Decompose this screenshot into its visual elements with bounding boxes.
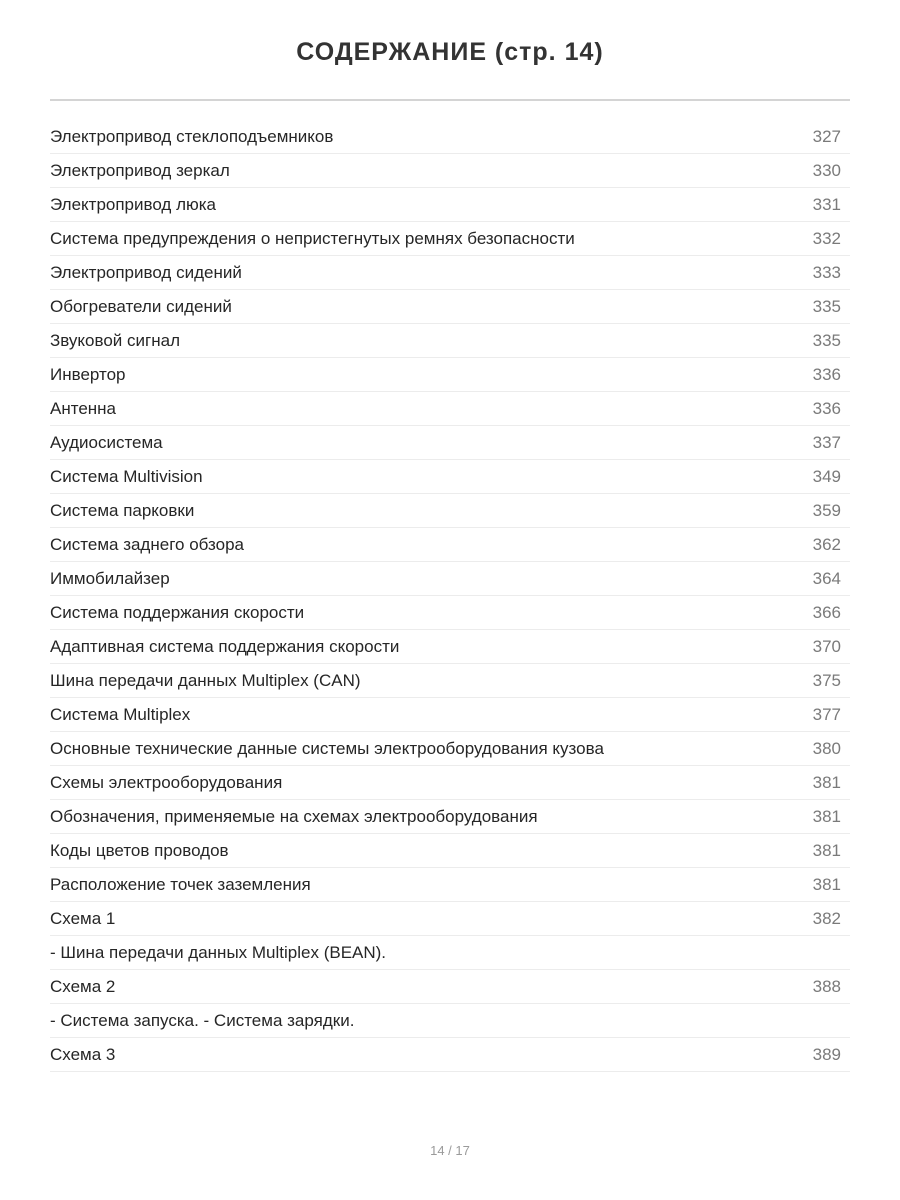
toc-entry-label: Шина передачи данных Multiplex (CAN) xyxy=(50,671,361,690)
toc-entry-page: 335 xyxy=(812,331,841,350)
toc-row[interactable] xyxy=(50,154,850,188)
toc-entry-page: 333 xyxy=(812,263,841,282)
toc-entry-page: 364 xyxy=(812,569,841,588)
toc-row[interactable] xyxy=(50,834,850,868)
toc-entry-page: 380 xyxy=(812,739,841,758)
toc-entry-page: 381 xyxy=(812,773,841,792)
toc-entry-label: Аудиосистема xyxy=(50,433,163,452)
toc-row xyxy=(50,1004,850,1038)
toc-entry-page: 388 xyxy=(812,977,841,996)
toc-row[interactable] xyxy=(50,256,850,290)
toc-entry-label: Схема 2 xyxy=(50,977,116,996)
toc-entry-page: 366 xyxy=(812,603,841,622)
toc-row[interactable] xyxy=(50,290,850,324)
toc-entry-label: Схема 1 xyxy=(50,909,116,928)
toc-row[interactable] xyxy=(50,902,850,936)
toc-entry-page: 382 xyxy=(812,909,841,928)
toc-entry-label: Иммобилайзер xyxy=(50,569,170,588)
toc-entry-label: Система Multivision xyxy=(50,467,203,486)
toc-entry-page: 370 xyxy=(812,637,841,656)
toc-entry-label: Инвертор xyxy=(50,365,126,384)
page-number: 14 / 17 xyxy=(430,1143,470,1158)
toc-entry-label: Система парковки xyxy=(50,501,195,520)
toc-row[interactable] xyxy=(50,324,850,358)
toc-entry-label: Система поддержания скорости xyxy=(50,603,305,622)
toc-row[interactable] xyxy=(50,222,850,256)
toc-row xyxy=(50,936,850,970)
toc-entry-page: 362 xyxy=(812,535,841,554)
toc-row[interactable] xyxy=(50,188,850,222)
toc-row[interactable] xyxy=(50,460,850,494)
toc-entry-label: Система заднего обзора xyxy=(50,535,244,554)
toc-entry-page: 359 xyxy=(812,501,841,520)
toc-entry-page: 375 xyxy=(812,671,841,690)
toc-entry-page: 389 xyxy=(812,1045,841,1064)
toc-entry-label: Звуковой сигнал xyxy=(50,331,180,350)
toc-row[interactable] xyxy=(50,528,850,562)
toc-row[interactable] xyxy=(50,494,850,528)
toc-entry-label: Система Multiplex xyxy=(50,705,191,724)
toc-row[interactable] xyxy=(50,1038,850,1072)
toc-entry-label: Антенна xyxy=(50,399,117,418)
toc-row[interactable] xyxy=(50,358,850,392)
toc-entry-page: 381 xyxy=(812,807,841,826)
toc-entry-label: - Шина передачи данных Multiplex (BEAN). xyxy=(50,943,387,962)
toc-entry-label: Обогреватели сидений xyxy=(50,297,232,316)
toc-entry-label: Коды цветов проводов xyxy=(50,841,229,860)
toc-entry-page: 381 xyxy=(812,875,841,894)
toc-row[interactable] xyxy=(50,630,850,664)
toc-entry-label: Схема 3 xyxy=(50,1045,116,1064)
toc-row[interactable] xyxy=(50,732,850,766)
toc-entry-label: Расположение точек заземления xyxy=(50,875,311,894)
toc-entry-page: 349 xyxy=(812,467,841,486)
toc-entry-page: 332 xyxy=(812,229,841,248)
toc-entry-page: 331 xyxy=(812,195,841,214)
toc-entry-label: Система предупреждения о непристегнутых ремнях безопасности xyxy=(50,229,575,248)
toc-entry-label: Схемы электрооборудования xyxy=(50,773,283,792)
toc-row[interactable] xyxy=(50,392,850,426)
toc-row[interactable] xyxy=(50,426,850,460)
toc-row[interactable] xyxy=(50,868,850,902)
toc-entry-label: - Система запуска. - Система зарядки. xyxy=(50,1011,355,1030)
toc-entry-label: Электропривод люка xyxy=(50,195,217,214)
toc-entry-label: Адаптивная система поддержания скорости xyxy=(50,637,400,656)
toc-entry-label: Основные технические данные системы электрооборудования кузова xyxy=(50,739,604,758)
title-divider xyxy=(50,99,850,101)
page-title: СОДЕРЖАНИЕ (стр. 14) xyxy=(296,38,604,66)
toc-entry-page: 327 xyxy=(812,127,841,146)
toc-entry-label: Электропривод сидений xyxy=(50,263,242,282)
toc-entry-page: 336 xyxy=(812,365,841,384)
toc-row[interactable] xyxy=(50,562,850,596)
toc-row[interactable] xyxy=(50,596,850,630)
toc-list xyxy=(50,120,850,1072)
toc-entry-page: 377 xyxy=(812,705,841,724)
toc-entry-page: 330 xyxy=(812,161,841,180)
toc-entry-page: 335 xyxy=(812,297,841,316)
toc-row[interactable] xyxy=(50,664,850,698)
toc-entry-page: 381 xyxy=(812,841,841,860)
toc-row[interactable] xyxy=(50,698,850,732)
toc-row[interactable] xyxy=(50,800,850,834)
toc-row[interactable] xyxy=(50,120,850,154)
toc-entry-page: 336 xyxy=(812,399,841,418)
toc-entry-label: Электропривод стеклоподъемников xyxy=(50,127,334,146)
toc-row[interactable] xyxy=(50,970,850,1004)
toc-entry-label: Электропривод зеркал xyxy=(50,161,230,180)
toc-row[interactable] xyxy=(50,766,850,800)
toc-entry-page: 337 xyxy=(812,433,841,452)
toc-entry-label: Обозначения, применяемые на схемах электрооборудования xyxy=(50,807,538,826)
